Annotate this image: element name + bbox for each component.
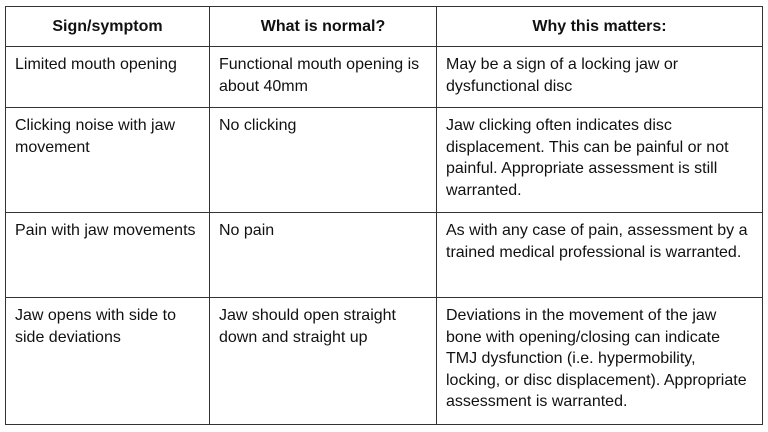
cell-sign: Pain with jaw movements — [6, 213, 210, 298]
table-row — [6, 108, 763, 213]
cell-sign: Jaw opens with side to side deviations — [6, 298, 210, 425]
table-row — [6, 213, 763, 298]
table-row — [6, 47, 763, 108]
cell-sign: Clicking noise with jaw movement — [6, 108, 210, 213]
cell-why: Deviations in the movement of the jaw bone with opening/closing can indicate TMJ dysfunction (i.e. hypermobility, locking, or disc displacement). Appropriate assessment is warranted. — [437, 298, 763, 425]
cell-normal: Jaw should open straight down and straight up — [210, 298, 437, 425]
tmj-symptoms-table — [5, 6, 763, 425]
cell-normal: No clicking — [210, 108, 437, 213]
cell-why: May be a sign of a locking jaw or dysfunctional disc — [437, 47, 763, 108]
cell-normal: No pain — [210, 213, 437, 298]
table-row — [6, 298, 763, 425]
cell-sign: Limited mouth opening — [6, 47, 210, 108]
cell-why: Jaw clicking often indicates disc displacement. This can be painful or not painful. Appropriate assessment is still warranted. — [437, 108, 763, 213]
table-header-row — [6, 7, 763, 47]
cell-normal: Functional mouth opening is about 40mm — [210, 47, 437, 108]
cell-why: As with any case of pain, assessment by a trained medical professional is warranted. — [437, 213, 763, 298]
header-why-this-matters: Why this matters: — [437, 7, 763, 47]
header-sign-symptom: Sign/symptom — [6, 7, 210, 47]
header-what-is-normal: What is normal? — [210, 7, 437, 47]
